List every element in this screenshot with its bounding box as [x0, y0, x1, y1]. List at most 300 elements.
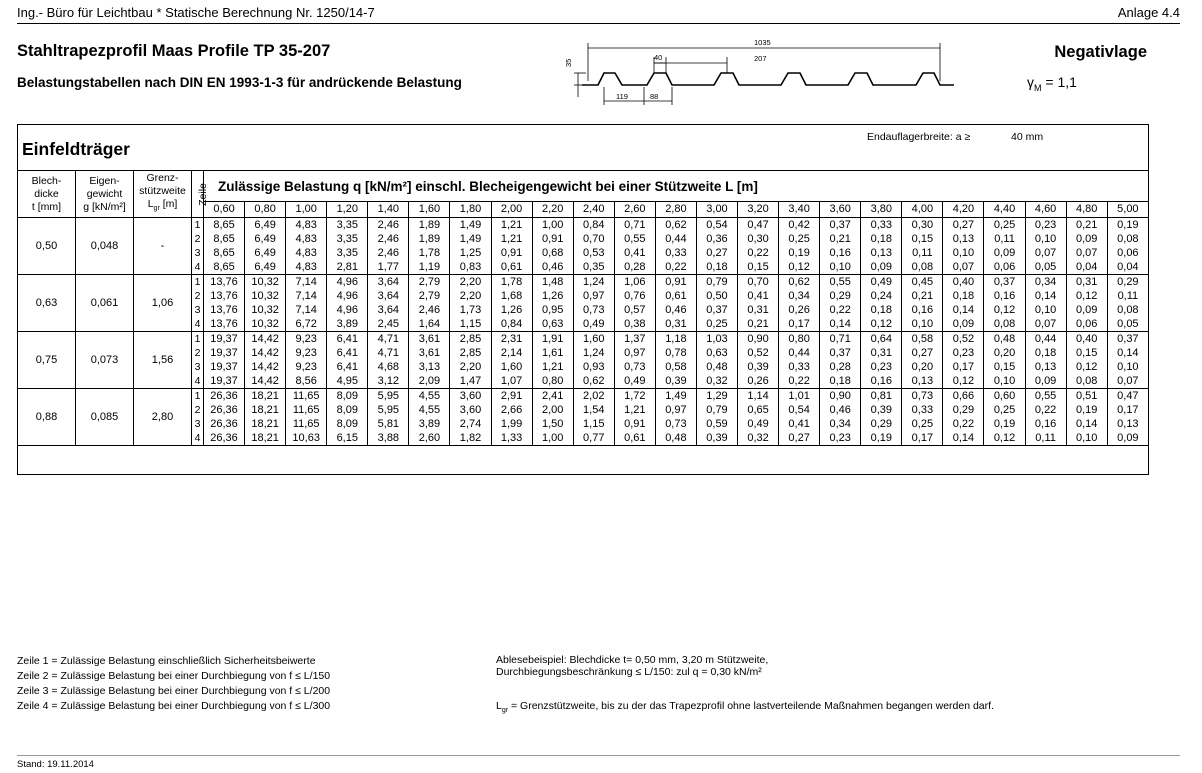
load-value-cell: 0,73: [573, 303, 614, 317]
lgr-text: = Grenzstützweite, bis zu der das Trapezprofil ohne lastverteilende Maßnahmen begangen werden darf.: [508, 700, 994, 712]
load-table-body: [18, 171, 1149, 446]
load-value-cell: 2,00: [532, 403, 573, 417]
load-value-cell: 0,08: [1107, 232, 1148, 246]
load-value-cell: 1,25: [450, 246, 491, 260]
load-value-cell: 3,12: [368, 374, 409, 389]
load-value-cell: 1,14: [738, 389, 779, 404]
load-value-cell: 6,49: [245, 260, 286, 275]
thickness-cell: 0,50: [18, 218, 76, 275]
load-value-cell: 0,40: [1066, 332, 1107, 347]
load-value-cell: 0,09: [943, 317, 984, 332]
load-value-cell: 0,29: [1107, 275, 1148, 290]
dim-pitch: 207: [754, 54, 767, 63]
load-value-cell: 0,45: [902, 275, 943, 290]
limit-span-cell: 1,56: [134, 332, 192, 389]
limit-span-cell: -: [134, 218, 192, 275]
load-value-cell: 0,17: [943, 360, 984, 374]
load-value-cell: 2,46: [409, 303, 450, 317]
load-value-cell: 0,39: [738, 360, 779, 374]
load-value-cell: 0,26: [738, 374, 779, 389]
load-value-cell: 0,73: [902, 389, 943, 404]
load-value-cell: 13,76: [204, 289, 245, 303]
load-value-cell: 0,33: [779, 360, 820, 374]
bearing-label: Endauflagerbreite: a ≥: [867, 131, 971, 143]
load-value-cell: 6,49: [245, 232, 286, 246]
load-value-cell: 0,33: [655, 246, 696, 260]
zeile-cell: 1: [192, 332, 204, 347]
load-value-cell: 0,41: [738, 289, 779, 303]
load-value-cell: 5,95: [368, 403, 409, 417]
load-value-cell: 0,04: [1066, 260, 1107, 275]
load-value-cell: 0,63: [696, 346, 737, 360]
load-value-cell: 11,65: [286, 417, 327, 431]
load-value-cell: 0,55: [1025, 389, 1066, 404]
load-value-cell: 0,13: [861, 246, 902, 260]
span-header: 0,80: [245, 202, 286, 218]
load-value-cell: 0,13: [943, 232, 984, 246]
load-value-cell: 0,17: [779, 317, 820, 332]
col-limit-suffix: [m]: [159, 198, 178, 211]
zeile-cell: 4: [192, 374, 204, 389]
load-value-cell: 0,22: [820, 303, 861, 317]
load-value-cell: 0,08: [1107, 303, 1148, 317]
load-value-cell: 5,95: [368, 389, 409, 404]
load-value-cell: 0,91: [655, 275, 696, 290]
load-value-cell: 0,91: [532, 232, 573, 246]
span-header: 3,60: [820, 202, 861, 218]
load-value-cell: 0,52: [943, 332, 984, 347]
position-label: Negativlage: [1054, 43, 1147, 61]
span-header: 5,00: [1107, 202, 1148, 218]
load-value-cell: 2,79: [409, 275, 450, 290]
footnote-line: Zeile 4 = Zulässige Belastung bei einer Durchbiegung von f ≤ L/300: [17, 700, 331, 712]
load-value-cell: 0,22: [943, 417, 984, 431]
stand-date: Stand: 19.11.2014: [17, 759, 94, 770]
load-value-cell: 0,55: [614, 232, 655, 246]
col-thickness-text: dicke: [34, 187, 59, 200]
load-value-cell: 0,29: [861, 417, 902, 431]
weight-cell: 0,048: [76, 218, 134, 275]
load-value-cell: 1,64: [409, 317, 450, 332]
load-value-cell: 6,15: [327, 431, 368, 446]
load-value-cell: 1,49: [450, 232, 491, 246]
load-value-cell: 7,14: [286, 289, 327, 303]
load-value-cell: 3,89: [409, 417, 450, 431]
load-value-cell: 0,48: [696, 360, 737, 374]
load-value-cell: 0,19: [1066, 403, 1107, 417]
load-value-cell: 4,96: [327, 275, 368, 290]
span-header: 2,00: [491, 202, 532, 218]
load-value-cell: 0,70: [738, 275, 779, 290]
col-limit-symbol: L: [147, 198, 154, 211]
load-value-cell: 3,89: [327, 317, 368, 332]
load-value-cell: 4,83: [286, 246, 327, 260]
footnote-line: Zeile 2 = Zulässige Belastung bei einer Durchbiegung von f ≤ L/150: [17, 670, 331, 682]
load-value-cell: 2,66: [491, 403, 532, 417]
load-value-cell: 8,56: [286, 374, 327, 389]
load-value-cell: 0,93: [573, 360, 614, 374]
load-value-cell: 7,14: [286, 275, 327, 290]
load-value-cell: 9,23: [286, 360, 327, 374]
load-value-cell: 0,68: [532, 246, 573, 260]
load-value-cell: 0,97: [655, 403, 696, 417]
load-value-cell: 0,39: [696, 431, 737, 446]
col-limit-sub: gr: [153, 205, 160, 213]
load-value-cell: 0,11: [1025, 431, 1066, 446]
load-value-cell: 0,06: [984, 260, 1025, 275]
lgr-definition: [496, 699, 994, 718]
span-header: 3,00: [696, 202, 737, 218]
load-value-cell: 0,19: [861, 431, 902, 446]
load-value-cell: 0,78: [655, 346, 696, 360]
load-value-cell: 0,91: [491, 246, 532, 260]
lgr-subscript: gr: [501, 707, 509, 715]
load-value-cell: 0,84: [573, 218, 614, 233]
gamma-value: = 1,1: [1041, 74, 1077, 90]
load-value-cell: 26,36: [204, 389, 245, 404]
load-value-cell: 10,32: [245, 303, 286, 317]
load-value-cell: 3,35: [327, 218, 368, 233]
load-value-cell: 1,21: [491, 218, 532, 233]
col-weight-head: [76, 171, 134, 218]
load-value-cell: 0,30: [902, 218, 943, 233]
load-value-cell: 0,15: [984, 360, 1025, 374]
zeile-cell: 2: [192, 346, 204, 360]
page-subtitle: Belastungstabellen nach DIN EN 1993-1-3 für andrückende Belastung: [17, 75, 462, 90]
span-header: 1,40: [368, 202, 409, 218]
load-value-cell: 3,61: [409, 346, 450, 360]
load-value-cell: 2,46: [368, 232, 409, 246]
load-value-cell: 0,40: [943, 275, 984, 290]
zeile-cell: 3: [192, 417, 204, 431]
load-value-cell: 0,10: [902, 317, 943, 332]
load-value-cell: 8,65: [204, 260, 245, 275]
load-value-cell: 0,41: [779, 417, 820, 431]
load-value-cell: 6,72: [286, 317, 327, 332]
load-value-cell: 0,09: [1025, 374, 1066, 389]
zeile-cell: 2: [192, 289, 204, 303]
load-value-cell: 1,26: [532, 289, 573, 303]
load-value-cell: 0,28: [614, 260, 655, 275]
zeile-cell: 3: [192, 360, 204, 374]
load-value-cell: 0,23: [861, 360, 902, 374]
load-value-cell: 0,39: [861, 403, 902, 417]
load-value-cell: 14,42: [245, 332, 286, 347]
load-value-cell: 0,61: [614, 431, 655, 446]
load-value-cell: 3,60: [450, 403, 491, 417]
load-value-cell: 10,32: [245, 275, 286, 290]
load-value-cell: 0,37: [696, 303, 737, 317]
load-value-cell: 2,60: [409, 431, 450, 446]
zeile-cell: 2: [192, 403, 204, 417]
load-value-cell: 3,61: [409, 332, 450, 347]
span-header: 4,20: [943, 202, 984, 218]
weight-cell: 0,085: [76, 389, 134, 446]
load-value-cell: 0,21: [902, 289, 943, 303]
load-value-cell: 0,38: [614, 317, 655, 332]
load-value-cell: 0,12: [1066, 289, 1107, 303]
col-weight-text: Eigen-: [89, 174, 120, 187]
load-value-cell: 0,27: [902, 346, 943, 360]
load-value-cell: 0,95: [532, 303, 573, 317]
col-limit-unit: [134, 198, 191, 215]
load-value-cell: 10,32: [245, 289, 286, 303]
load-value-cell: 0,52: [738, 346, 779, 360]
load-value-cell: 0,53: [573, 246, 614, 260]
load-value-cell: 1,72: [614, 389, 655, 404]
load-value-cell: 4,96: [327, 303, 368, 317]
load-value-cell: 0,71: [614, 218, 655, 233]
load-value-cell: 0,04: [1107, 260, 1148, 275]
load-value-cell: 0,18: [861, 232, 902, 246]
load-value-cell: 0,63: [532, 317, 573, 332]
load-value-cell: 0,09: [1066, 232, 1107, 246]
span-header: 1,60: [409, 202, 450, 218]
weight-cell: 0,073: [76, 332, 134, 389]
load-value-cell: 0,46: [655, 303, 696, 317]
load-value-cell: 0,10: [1025, 232, 1066, 246]
limit-span-cell: 2,80: [134, 389, 192, 446]
table-row: [18, 218, 1149, 233]
load-value-cell: 14,42: [245, 374, 286, 389]
load-value-cell: 11,65: [286, 389, 327, 404]
load-value-cell: 1,15: [573, 417, 614, 431]
load-value-cell: 3,35: [327, 232, 368, 246]
load-value-cell: 0,16: [820, 246, 861, 260]
load-value-cell: 0,49: [738, 417, 779, 431]
load-value-cell: 0,10: [943, 246, 984, 260]
load-value-cell: 0,11: [902, 246, 943, 260]
load-value-cell: 9,23: [286, 346, 327, 360]
load-value-cell: 13,76: [204, 317, 245, 332]
load-value-cell: 2,46: [368, 246, 409, 260]
load-value-cell: 0,62: [779, 275, 820, 290]
load-value-cell: 0,32: [738, 431, 779, 446]
col-thickness-text: Blech-: [31, 174, 62, 187]
load-value-cell: 0,08: [1066, 374, 1107, 389]
load-value-cell: 0,14: [1025, 289, 1066, 303]
load-value-cell: 1,15: [450, 317, 491, 332]
load-value-cell: 0,14: [943, 431, 984, 446]
load-value-cell: 2,14: [491, 346, 532, 360]
load-value-cell: 0,77: [573, 431, 614, 446]
load-value-cell: 1,78: [409, 246, 450, 260]
load-value-cell: 0,59: [696, 417, 737, 431]
zeile-cell: 4: [192, 260, 204, 275]
load-value-cell: 19,37: [204, 374, 245, 389]
load-value-cell: 1,77: [368, 260, 409, 275]
load-value-cell: 5,81: [368, 417, 409, 431]
load-value-cell: 8,65: [204, 232, 245, 246]
example-line: Ablesebeispiel: Blechdicke t= 0,50 mm, 3,20 m Stützweite,: [496, 654, 769, 666]
load-value-cell: 0,37: [820, 346, 861, 360]
load-value-cell: 0,44: [779, 346, 820, 360]
load-value-cell: 0,15: [1066, 346, 1107, 360]
span-header: 3,40: [779, 202, 820, 218]
profile-drawing: [564, 37, 958, 109]
load-value-cell: 0,12: [861, 317, 902, 332]
load-value-cell: 3,64: [368, 289, 409, 303]
col-limit-head: [134, 171, 192, 218]
load-value-cell: 0,07: [1107, 374, 1148, 389]
load-value-cell: 0,32: [696, 374, 737, 389]
load-value-cell: 19,37: [204, 360, 245, 374]
span-header: 2,80: [655, 202, 696, 218]
load-value-cell: 0,29: [820, 289, 861, 303]
load-value-cell: 0,41: [614, 246, 655, 260]
load-value-cell: 2,45: [368, 317, 409, 332]
load-value-cell: 0,25: [984, 218, 1025, 233]
load-value-cell: 0,14: [1066, 417, 1107, 431]
load-value-cell: 4,55: [409, 389, 450, 404]
load-value-cell: 0,76: [614, 289, 655, 303]
footnote-line: Zeile 3 = Zulässige Belastung bei einer Durchbiegung von f ≤ L/200: [17, 685, 331, 697]
load-value-cell: 0,91: [614, 417, 655, 431]
load-value-cell: 0,65: [738, 403, 779, 417]
load-value-cell: 0,05: [1025, 260, 1066, 275]
load-value-cell: 6,49: [245, 246, 286, 260]
gamma-subscript: M: [1034, 82, 1042, 93]
load-value-cell: 4,71: [368, 346, 409, 360]
load-value-cell: 0,22: [738, 246, 779, 260]
load-value-cell: 0,21: [820, 232, 861, 246]
span-header: 2,60: [614, 202, 655, 218]
header-divider: [17, 23, 1180, 24]
load-value-cell: 0,44: [1025, 332, 1066, 347]
table-row: [18, 332, 1149, 347]
load-value-cell: 2,31: [491, 332, 532, 347]
zeile-cell: 2: [192, 232, 204, 246]
load-value-cell: 0,14: [943, 303, 984, 317]
load-value-cell: 0,49: [614, 374, 655, 389]
load-value-cell: 0,83: [450, 260, 491, 275]
load-value-cell: 4,83: [286, 232, 327, 246]
load-value-cell: 3,64: [368, 275, 409, 290]
load-value-cell: 26,36: [204, 431, 245, 446]
load-value-cell: 0,44: [655, 232, 696, 246]
load-value-cell: 0,06: [1107, 246, 1148, 260]
load-value-cell: 0,07: [1066, 246, 1107, 260]
load-value-cell: 14,42: [245, 360, 286, 374]
load-value-cell: 1,21: [532, 360, 573, 374]
load-value-cell: 0,48: [984, 332, 1025, 347]
zeile-cell: 4: [192, 431, 204, 446]
load-value-cell: 0,35: [573, 260, 614, 275]
load-value-cell: 4,83: [286, 218, 327, 233]
load-value-cell: 1,00: [532, 431, 573, 446]
load-value-cell: 0,12: [984, 431, 1025, 446]
load-value-cell: 0,16: [1025, 417, 1066, 431]
load-value-cell: 2,20: [450, 289, 491, 303]
dim-top: 40: [654, 53, 663, 62]
load-value-cell: 0,18: [696, 260, 737, 275]
load-value-cell: 1,89: [409, 218, 450, 233]
load-value-cell: 4,71: [368, 332, 409, 347]
load-value-cell: 0,25: [779, 232, 820, 246]
span-header: 2,40: [573, 202, 614, 218]
load-value-cell: 2,81: [327, 260, 368, 275]
example-line: Durchbiegungsbeschränkung ≤ L/150: zul q = 0,30 kN/m²: [496, 666, 762, 678]
load-value-cell: 26,36: [204, 403, 245, 417]
dim-bottom-left: 119: [616, 92, 628, 101]
limit-span-cell: 1,06: [134, 275, 192, 332]
load-value-cell: 18,21: [245, 431, 286, 446]
load-value-cell: 0,14: [1107, 346, 1148, 360]
load-value-cell: 0,90: [738, 332, 779, 347]
load-value-cell: 0,16: [984, 289, 1025, 303]
load-value-cell: 0,42: [779, 218, 820, 233]
reading-example: [496, 654, 768, 678]
load-value-cell: 18,21: [245, 403, 286, 417]
load-value-cell: 0,66: [943, 389, 984, 404]
span-header: 4,60: [1025, 202, 1066, 218]
load-value-cell: 0,33: [861, 218, 902, 233]
dim-total: 1035: [754, 38, 771, 47]
thickness-cell: 0,63: [18, 275, 76, 332]
load-value-cell: 0,21: [738, 317, 779, 332]
col-thickness-text: t [mm]: [31, 200, 62, 213]
load-value-cell: 0,16: [861, 374, 902, 389]
load-value-cell: 6,41: [327, 360, 368, 374]
load-value-cell: 4,96: [327, 289, 368, 303]
load-value-cell: 18,21: [245, 389, 286, 404]
load-value-cell: 4,55: [409, 403, 450, 417]
span-header: 1,00: [286, 202, 327, 218]
load-value-cell: 2,74: [450, 417, 491, 431]
load-value-cell: 1,61: [532, 346, 573, 360]
load-value-cell: 0,49: [573, 317, 614, 332]
load-value-cell: 4,95: [327, 374, 368, 389]
load-value-cell: 0,97: [614, 346, 655, 360]
load-value-cell: 0,11: [1107, 289, 1148, 303]
load-value-cell: 3,64: [368, 303, 409, 317]
header-row: [18, 171, 1149, 202]
load-value-cell: 2,20: [450, 360, 491, 374]
footnote-legend: [17, 654, 330, 714]
load-value-cell: 0,18: [861, 303, 902, 317]
load-value-cell: 0,71: [820, 332, 861, 347]
col-limit-text: stützweite: [139, 185, 186, 198]
load-value-cell: 0,08: [984, 317, 1025, 332]
load-value-cell: 0,17: [902, 431, 943, 446]
load-value-cell: 0,73: [655, 417, 696, 431]
load-value-cell: 0,24: [861, 289, 902, 303]
load-value-cell: 1,33: [491, 431, 532, 446]
load-value-cell: 1,24: [573, 275, 614, 290]
dim-bottom-right: 88: [650, 92, 659, 101]
load-value-cell: 0,10: [1066, 431, 1107, 446]
span-header: 4,00: [902, 202, 943, 218]
load-value-cell: 0,10: [820, 260, 861, 275]
load-value-cell: 0,12: [984, 303, 1025, 317]
load-value-cell: 0,18: [943, 289, 984, 303]
load-value-cell: 0,54: [696, 218, 737, 233]
col-weight-text: g [kN/m²]: [83, 200, 126, 213]
load-value-cell: 0,37: [984, 275, 1025, 290]
load-value-cell: 8,09: [327, 389, 368, 404]
load-value-cell: 1,37: [614, 332, 655, 347]
load-value-cell: 9,23: [286, 332, 327, 347]
load-value-cell: 0,22: [1025, 403, 1066, 417]
load-value-cell: 0,12: [943, 374, 984, 389]
load-value-cell: 0,34: [820, 417, 861, 431]
bearing-value: 40 mm: [1011, 131, 1044, 143]
load-value-cell: 1,47: [450, 374, 491, 389]
load-value-cell: 19,37: [204, 346, 245, 360]
load-value-cell: 0,37: [1107, 332, 1148, 347]
load-value-cell: 2,91: [491, 389, 532, 404]
load-value-cell: 0,50: [696, 289, 737, 303]
